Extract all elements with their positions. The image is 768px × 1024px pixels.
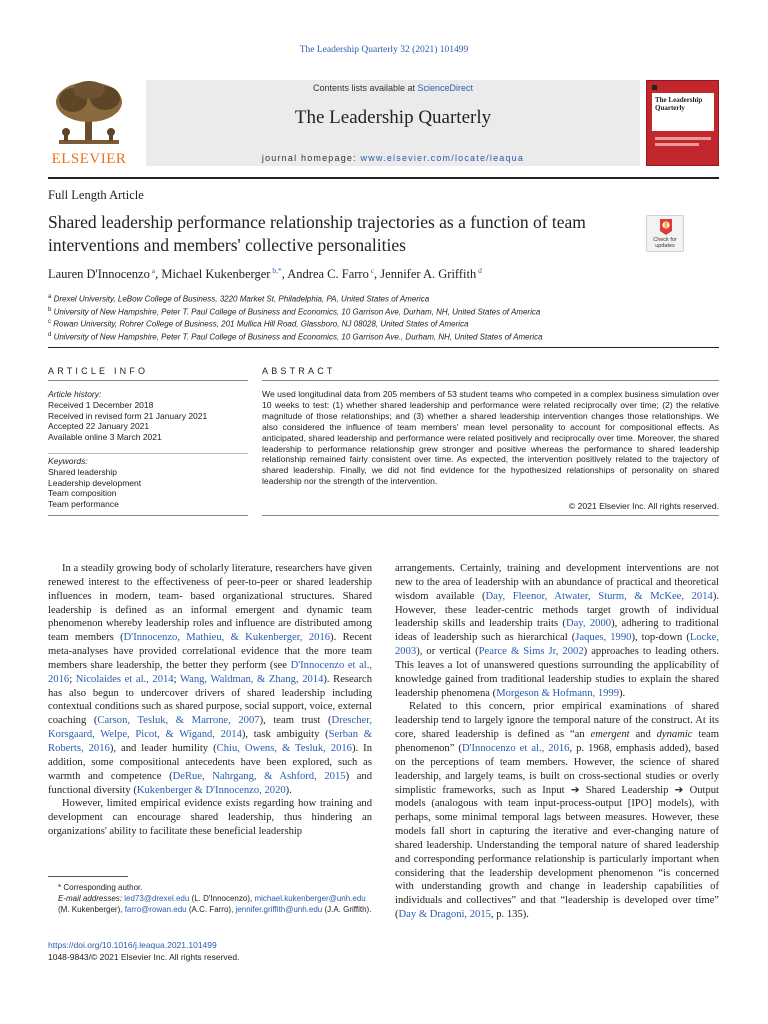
author-name[interactable]: Jennifer A. Griffith bbox=[380, 267, 477, 282]
article-history-heading: Article history: bbox=[48, 389, 102, 399]
author-list: Lauren D'Innocenzo $^a$, Michael Kukenberger $^{b,*}$, Andrea C. Farro $^c$, Jennifer A. Griffith $^d$ bbox=[48, 266, 482, 282]
email-owner: (A.C. Farro), bbox=[186, 905, 236, 914]
author-name[interactable]: Michael Kukenberger bbox=[161, 267, 271, 282]
check-for-updates-button[interactable] bbox=[646, 215, 684, 252]
author-name[interactable]: Lauren D'Innocenzo bbox=[48, 267, 150, 282]
affiliation-marker: b bbox=[48, 306, 52, 313]
abstract-heading: ABSTRACT bbox=[262, 366, 336, 376]
cover-title-panel bbox=[652, 93, 714, 131]
issn-line: 1048-9843/© 2021 Elsevier Inc. All rights reserved. bbox=[48, 952, 240, 962]
keywords-block bbox=[48, 456, 248, 510]
article-info-bottom-rule bbox=[48, 515, 248, 516]
footnotes bbox=[48, 882, 378, 915]
keyword-item[interactable]: Shared leadership bbox=[48, 466, 117, 477]
elsevier-tree-icon bbox=[51, 80, 127, 150]
affiliation-marker: d bbox=[48, 331, 52, 338]
abstract-rule bbox=[262, 380, 719, 381]
citation-link[interactable]: Carson, Tesluk, & Marrone, 2007 bbox=[97, 715, 260, 727]
abstract-text: We used longitudinal data from 205 members of 53 student teams who competed in a complex business simulation over 10 weeks to test: (1) whether shared leadership and performance were related reciprocally over time; (2) the relative magnitude of those relationships; and (3) whether a shared leadership intervention changes those relationships. We also considered the influence of team members' mean level personality to account for compositional effects. As anticipated, shared leadership and performance were related positively and reciprocally over time. Moreover, the shared leadership to performance relationship grew stronger and positive whereas the performance to shared leadership relationship remained fairly consistent over time. As expected, the intervention positively related to the trajectory of shared leadership. Finally, we did not find evidence for the hypothesized relationships of personality on shared leadership nor the strength of the intervention. bbox=[262, 389, 719, 487]
doi-link[interactable]: https://doi.org/10.1016/j.leaqua.2021.101499 bbox=[48, 940, 217, 950]
citation-link[interactable]: Locke, 2003 bbox=[395, 632, 720, 658]
citation-link[interactable]: Nicolaides et al., 2014 bbox=[75, 673, 174, 685]
affiliation-list bbox=[48, 292, 688, 343]
journal-cover-thumbnail[interactable] bbox=[646, 80, 719, 166]
body-paragraph: However, limited empirical evidence exists regarding how training and development can encourage shared leadership, thus hindering an organizations' ability to facilitate these beneficial leadership bbox=[48, 798, 372, 838]
abstract-bottom-rule bbox=[262, 515, 719, 516]
article-title: Shared leadership performance relationship trajectories as a function of team interventions and members' collective personalities bbox=[48, 212, 586, 255]
keywords-heading: Keywords: bbox=[48, 456, 88, 466]
affiliation-item bbox=[48, 317, 688, 330]
citation-link[interactable]: Day, 2000 bbox=[565, 618, 612, 630]
keyword-item[interactable]: Team performance bbox=[48, 499, 119, 510]
article-history bbox=[48, 389, 248, 443]
body-paragraph: arrangements. Certainly, training and development interventions are not new to the area of leadership with an abundance of practical and theoretical wisdom available (Day, Fleenor, Atwater, Sturm, & McKee, 2014). However, these leader-centric methods target growth of individual leadership skills and leadership traits (Day, 2000), adhering to traditional ideas of leadership such as hierarchical (Jaques, 1990), top-down (Locke, 2003), or vertical (Pearce & Sims Jr, 2002) approaches to leading others. This leaves a lot of unanswered questions surrounding the applicability of knowledge gained from traditional leadership studies to explain the shared leadership phenomena (Morgeson & Hofmann, 1999). bbox=[395, 563, 720, 699]
body-paragraph: In a steadily growing body of scholarly literature, researchers have given renewed interest to the effectiveness of peer-to-peer or shared leadership influences in modern, team- based organizational structures. Shared leadership is defined as an informal emergent and dynamic team phenomenon whereby leadership roles and influence are distributed among team members (D'Innocenzo, Mathieu, & Kukenberger, 2016). Recent meta-analyses have provided correlational evidence that the more team members share leadership, the better they perform (see D'Innocenzo et al., 2016; Nicolaides et al., 2014; Wang, Waldman, & Zhang, 2014). Research has also begun to undercover drivers of shared leadership including contextual conditions such as shared purpose, social support, voice, external coaching (Carson, Tesluk, & Marrone, 2007), team trust (Drescher, Korsgaard, Welpe, Picot, & Wigand, 2014), task ambiguity (Serban & Roberts, 2016), and leader humility (Chiu, Owens, & Tesluk, 2016). In addition, some compositional antecedents have been explored, such as warmth and competence (DeRue, Nahrgang, & Ashford, 2015) and functional diversity (Kukenberger & D'Innocenzo, 2020). bbox=[48, 563, 373, 796]
citation-link[interactable]: D'Innocenzo, Mathieu, & Kukenberger, 2016 bbox=[123, 632, 331, 644]
affiliation-text: University of New Hampshire, Peter T. Paul College of Business and Economics, 10 Garrison Ave., Durham, NH, United States of America bbox=[51, 332, 543, 342]
email-link[interactable]: led73@drexel.edu bbox=[124, 894, 190, 903]
email-link[interactable]: michael.kukenberger@unh.edu bbox=[254, 894, 366, 903]
body-column-right bbox=[395, 562, 719, 922]
author-affiliation-marker[interactable]: c bbox=[368, 266, 375, 275]
citation-link[interactable]: D'Innocenzo et al., 2016 bbox=[48, 659, 373, 685]
affiliation-item bbox=[48, 292, 688, 305]
email-owner: (J.A. Griffith). bbox=[322, 905, 372, 914]
affiliation-item bbox=[48, 330, 688, 343]
cover-title: The Leadership Quarterly bbox=[655, 96, 703, 112]
citation-link[interactable]: Morgeson & Hofmann, 1999 bbox=[496, 687, 620, 699]
affiliation-text: Rowan University, Rohrer College of Business, 201 Mullica Hill Road, Glassboro, NJ 08028, United States of America bbox=[51, 319, 469, 329]
affiliation-text: Drexel University, LeBow College of Business, 3220 Market St, Philadelphia, PA, United States of America bbox=[51, 294, 430, 304]
author-affiliation-marker[interactable]: b,* bbox=[270, 266, 282, 275]
body-column-left bbox=[48, 562, 372, 839]
citation-link[interactable]: D'Innocenzo et al., 2016 bbox=[461, 742, 570, 754]
citation-link[interactable]: Jaques, 1990 bbox=[575, 632, 632, 644]
citation-link[interactable]: Kukenberger & D'Innocenzo, 2020 bbox=[136, 784, 286, 796]
journal-title: The Leadership Quarterly bbox=[294, 107, 492, 128]
email-owner: (L. D'Innocenzo), bbox=[189, 894, 255, 903]
affiliation-item bbox=[48, 305, 688, 318]
emphasis-text: dynamic bbox=[656, 729, 693, 741]
affiliation-marker: c bbox=[48, 319, 51, 326]
history-item: Received in revised form 21 January 2021 bbox=[48, 410, 208, 421]
history-item: Accepted 22 January 2021 bbox=[48, 421, 150, 432]
journal-citation[interactable]: The Leadership Quarterly 32 (2021) 101499 bbox=[299, 45, 469, 55]
emphasis-text: emergent bbox=[590, 729, 630, 741]
cover-decoration bbox=[655, 137, 711, 140]
sciencedirect-link[interactable]: ScienceDirect bbox=[417, 83, 474, 93]
email-label: E-mail addresses: bbox=[58, 894, 125, 903]
email-link[interactable]: jennifer.griffith@unh.edu bbox=[235, 905, 323, 914]
citation-link[interactable]: DeRue, Nahrgang, & Ashford, 2015 bbox=[172, 770, 346, 782]
abstract-copyright: © 2021 Elsevier Inc. All rights reserved. bbox=[568, 501, 719, 511]
article-type: Full Length Article bbox=[48, 188, 144, 202]
body-paragraph: Related to this concern, prior empirical examinations of shared leadership tend to largely ignore the temporal nature of the construct. At its core, shared leadership is defined as “an emergent and dynamic team phenomenon” (D'Innocenzo et al., 2016, p. 1968, emphasis added), based on the perceptions of team members. However, the science of shared leadership, and largely teams, is built on cross-sectional studies or overly simplistic frameworks, such as Input ➔ Shared Leadership ➔ Output models (analogous with team input-process-output [IPO] models), with perhaps, some minimal temporal lags between measures. However, these models fall short in capturing the iterative and ever-changing nature of shared leadership. Understanding the temporal nature of shared leadership and corresponding performance relationship is particularly important when considering that the leadership development phenomenon “is concerned with understanding growth and change in leadership capabilities of individuals and collectives” and that “leadership is developed over time” (Day & Dragoni, 2015, p. 135). bbox=[395, 701, 719, 921]
citation-link[interactable]: Pearce & Sims Jr, 2002 bbox=[478, 646, 584, 658]
header-divider bbox=[48, 177, 719, 179]
corresponding-author-note: * Corresponding author. bbox=[58, 883, 143, 892]
keywords-divider bbox=[48, 453, 248, 454]
article-info-rule bbox=[48, 380, 248, 381]
footnote-divider bbox=[48, 876, 128, 877]
journal-homepage-line: journal homepage: www.elsevier.com/locate/leaqua bbox=[261, 153, 525, 163]
citation-link[interactable]: Day, Fleenor, Atwater, Sturm, & McKee, 2014 bbox=[485, 590, 713, 602]
citation-link[interactable]: Drescher, Korsgaard, Welpe, Picot, & Wigand, 2014 bbox=[48, 715, 372, 741]
author-affiliation-marker[interactable]: d bbox=[476, 266, 482, 275]
citation-link[interactable]: Day & Dragoni, 2015 bbox=[398, 909, 491, 921]
doi-block bbox=[48, 939, 239, 963]
elsevier-logo[interactable] bbox=[48, 80, 130, 166]
elsevier-wordmark: ELSEVIER bbox=[51, 151, 127, 167]
email-link[interactable]: farro@rowan.edu bbox=[124, 905, 187, 914]
cover-decoration bbox=[655, 143, 699, 146]
article-info-heading: ARTICLE INFO bbox=[48, 366, 149, 376]
citation-link[interactable]: Chiu, Owens, & Tesluk, 2016 bbox=[216, 742, 352, 754]
email-owner: (M. Kukenberger), bbox=[58, 905, 125, 914]
history-item: Available online 3 March 2021 bbox=[48, 432, 162, 443]
citation-link[interactable]: Serban & Roberts, 2016 bbox=[48, 729, 372, 754]
masthead bbox=[48, 80, 719, 166]
author-affiliation-marker[interactable]: a bbox=[149, 266, 156, 275]
journal-header-band bbox=[146, 80, 640, 166]
affiliation-marker: a bbox=[48, 294, 52, 300]
journal-homepage-link[interactable]: www.elsevier.com/locate/leaqua bbox=[360, 153, 525, 163]
affiliation-text: University of New Hampshire, Peter T. Paul College of Business and Economics, 10 Garrison Ave, Durham, NH, United States of America bbox=[51, 307, 541, 317]
contents-available-line: Contents lists available at ScienceDirect bbox=[312, 83, 474, 93]
section-divider bbox=[48, 347, 719, 348]
email-addresses bbox=[48, 893, 378, 915]
check-for-updates-label: Check for updates bbox=[653, 237, 677, 249]
crossmark-icon bbox=[659, 218, 673, 236]
author-name[interactable]: Andrea C. Farro bbox=[287, 267, 369, 282]
cover-logo-mark bbox=[652, 85, 657, 90]
keyword-item[interactable]: Leadership development bbox=[48, 477, 142, 488]
citation-link[interactable]: Wang, Waldman, & Zhang, 2014 bbox=[179, 673, 324, 685]
history-item: Received 1 December 2018 bbox=[48, 399, 154, 410]
keyword-item[interactable]: Team composition bbox=[48, 488, 117, 499]
